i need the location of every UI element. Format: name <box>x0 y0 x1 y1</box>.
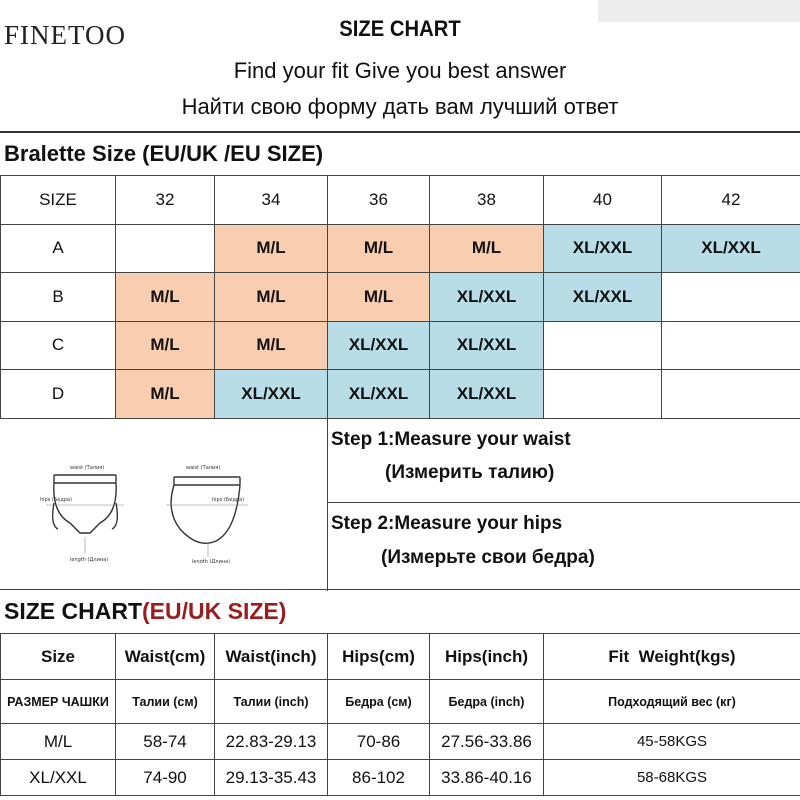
step1-text: Step 1:Measure your waist <box>331 429 571 450</box>
size-cell: M/L <box>116 321 215 370</box>
size-cell: XL/XXL <box>328 370 430 419</box>
column-header: Hips(inch) <box>430 634 544 680</box>
step2-translation: (Измерьте свои бедра) <box>381 547 595 568</box>
size-cell <box>544 370 662 419</box>
table-cell: 27.56-33.86 <box>430 724 544 760</box>
size-cell <box>662 321 800 370</box>
table-row <box>1 224 800 273</box>
size-chart-heading-accent: (EU/UK SIZE) <box>142 598 287 624</box>
diagram-label: waist (Талия) <box>70 465 105 471</box>
table-cell: 29.13-35.43 <box>215 760 328 796</box>
briefs-diagram-icon <box>40 453 290 563</box>
size-cell: XL/XXL <box>215 370 328 419</box>
column-header: Бедра (см) <box>328 680 430 724</box>
column-header: Waist(cm) <box>116 634 215 680</box>
band-header: 42 <box>662 176 800 225</box>
brand-logo: FINETOO <box>4 20 127 50</box>
column-header: Подходящий вес (кг) <box>544 680 800 724</box>
table-cell: 22.83-29.13 <box>215 724 328 760</box>
diagram-label: hips (Бедра) <box>212 497 245 503</box>
size-cell <box>116 224 215 273</box>
table-cell: 70-86 <box>328 724 430 760</box>
table-cell: 33.86-40.16 <box>430 760 544 796</box>
size-chart-heading-main: SIZE CHART <box>4 598 142 624</box>
band-header: 32 <box>116 176 215 225</box>
table-cell: 86-102 <box>328 760 430 796</box>
table-row <box>1 321 800 370</box>
divider <box>0 131 800 133</box>
size-cell: M/L <box>215 224 328 273</box>
column-header: Waist(inch) <box>215 634 328 680</box>
size-cell: XL/XXL <box>544 224 662 273</box>
size-cell <box>544 321 662 370</box>
step2-text: Step 2:Measure your hips <box>331 513 563 534</box>
table-header-row-russian <box>1 680 800 724</box>
step1-translation: (Измерить талию) <box>385 462 555 483</box>
size-cell: M/L <box>215 321 328 370</box>
table-row <box>1 370 800 419</box>
table-cell: 74-90 <box>116 760 215 796</box>
table-cell: 58-68KGS <box>544 760 800 796</box>
cup-label: B <box>1 273 116 322</box>
cup-label: D <box>1 370 116 419</box>
table-cell: 45-58KGS <box>544 724 800 760</box>
table-header-row <box>1 634 800 680</box>
size-cell <box>662 370 800 419</box>
page-title: SIZE CHART <box>339 16 461 41</box>
band-header: 40 <box>544 176 662 225</box>
size-cell: XL/XXL <box>662 224 800 273</box>
measurement-guide <box>0 418 800 590</box>
band-header: 36 <box>328 176 430 225</box>
table-cell: XL/XXL <box>1 760 116 796</box>
size-cell: XL/XXL <box>328 321 430 370</box>
size-cell: XL/XXL <box>430 370 544 419</box>
size-corner-label: SIZE <box>1 176 116 225</box>
cup-label: C <box>1 321 116 370</box>
size-cell: M/L <box>328 224 430 273</box>
cup-label: A <box>1 224 116 273</box>
bralette-heading: Bralette Size (EU/UK /EU SIZE) <box>4 141 324 166</box>
subtitle-russian: Найти свою форму дать вам лучший ответ <box>181 94 619 119</box>
size-chart-heading <box>4 598 286 625</box>
column-header: Талии (inch) <box>215 680 328 724</box>
band-header: 34 <box>215 176 328 225</box>
band-header: 38 <box>430 176 544 225</box>
table-cell: 58-74 <box>116 724 215 760</box>
column-header: Талии (см) <box>116 680 215 724</box>
diagram-label: hips (Бедра) <box>40 497 73 503</box>
size-cell: XL/XXL <box>430 273 544 322</box>
diagram-label: length (Длина) <box>70 557 109 563</box>
size-cell: M/L <box>430 224 544 273</box>
size-cell: XL/XXL <box>430 321 544 370</box>
size-cell: M/L <box>116 273 215 322</box>
table-row <box>1 273 800 322</box>
size-cell: M/L <box>116 370 215 419</box>
column-header: Hips(cm) <box>328 634 430 680</box>
table-row <box>1 760 800 796</box>
column-header: Size <box>1 634 116 680</box>
size-cell: XL/XXL <box>544 273 662 322</box>
column-header: Бедра (inch) <box>430 680 544 724</box>
diagram-label: length (Длина) <box>192 559 231 563</box>
bralette-size-table <box>0 175 800 419</box>
table-header-row <box>1 176 800 225</box>
divider <box>327 419 328 591</box>
size-cell <box>662 273 800 322</box>
column-header: Fit Weight(kgs) <box>544 634 800 680</box>
column-header: РАЗМЕР ЧАШКИ <box>1 680 116 724</box>
table-row <box>1 724 800 760</box>
diagram-label: waist (Талия) <box>186 465 221 471</box>
size-cell: M/L <box>215 273 328 322</box>
subtitle-english: Find your fit Give you best answer <box>233 58 567 83</box>
divider <box>327 502 800 503</box>
size-chart-table <box>0 633 800 796</box>
table-cell: M/L <box>1 724 116 760</box>
size-cell: M/L <box>328 273 430 322</box>
